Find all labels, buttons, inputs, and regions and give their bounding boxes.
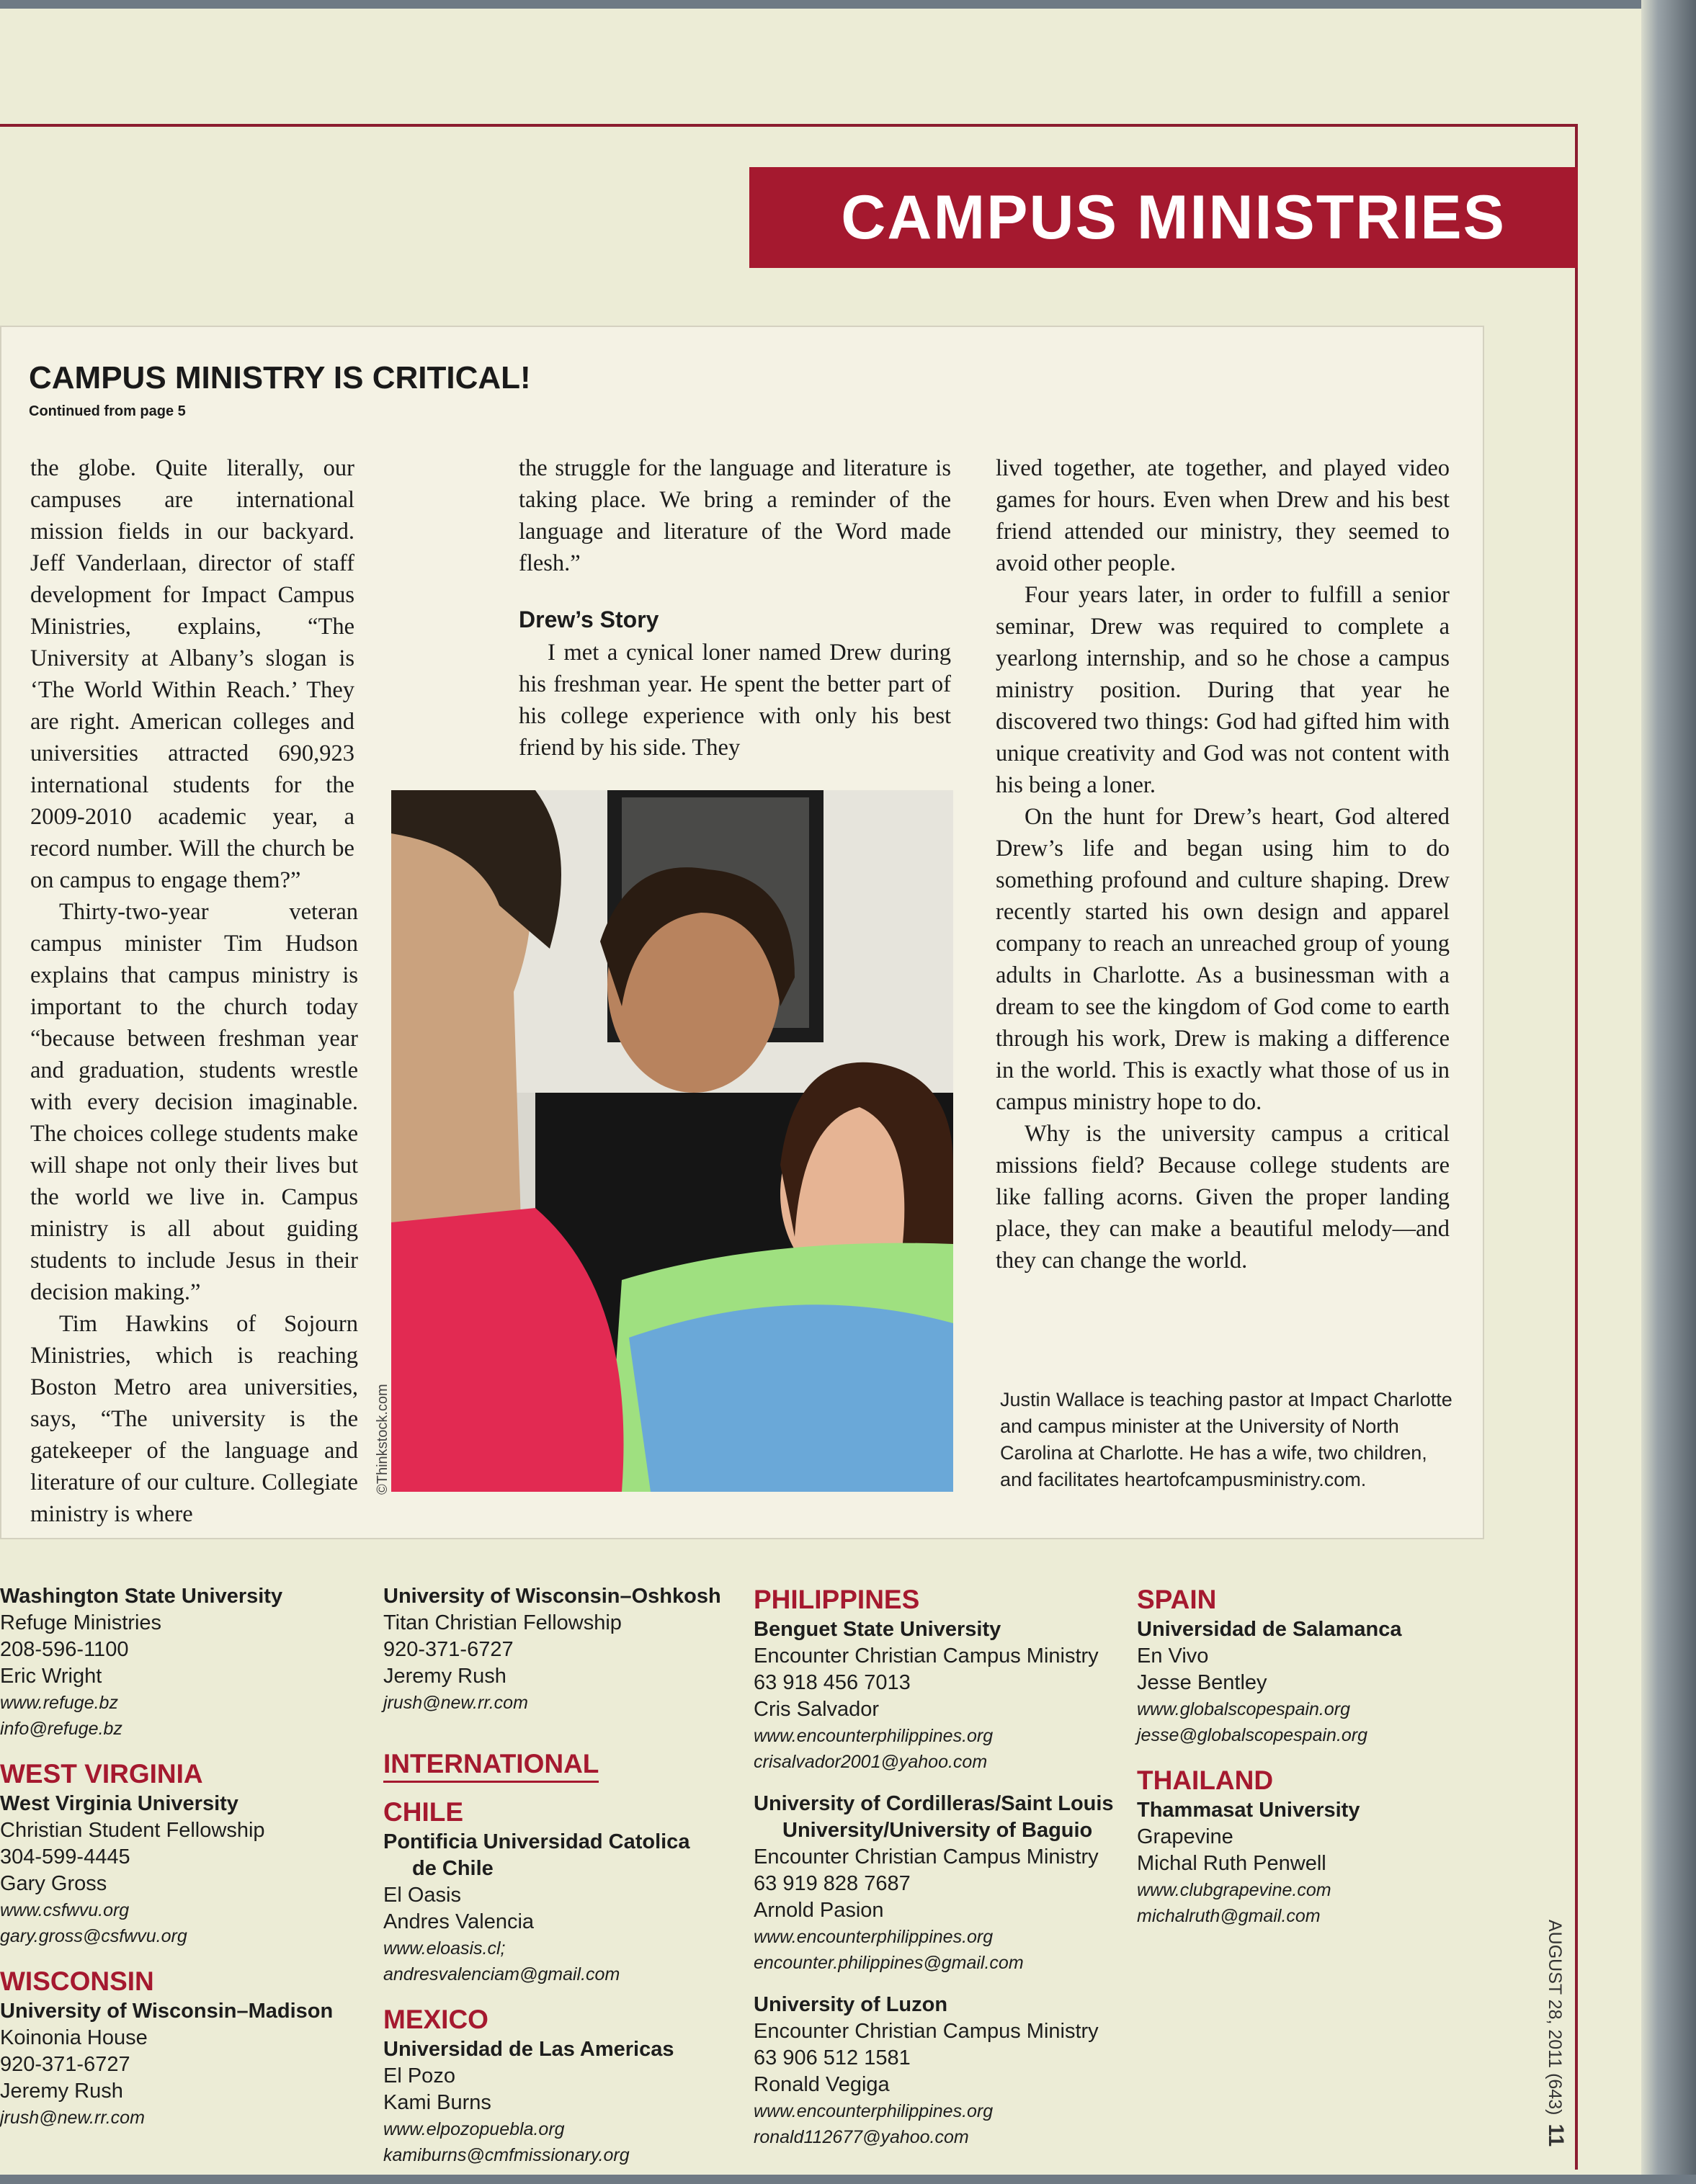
directory-column-1 <box>0 1583 346 2147</box>
author-bio: Justin Wallace is teaching pastor at Impact Charlotte and campus minister at the University of North Carolina at Charlotte. He has a wife, two children, and facilitates heartofcampusministry.com. <box>1000 1389 1452 1490</box>
directory-column-4 <box>1137 1583 1497 1945</box>
ministry-entry <box>754 1791 1128 1976</box>
contact-name: Jeremy Rush <box>0 2080 123 2103</box>
paragraph: Thirty-two-year veteran campus minister Tim Hudson explains that campus ministry is important to the church today “because between freshman year and graduation, students wrestle with every decision imaginable. The choices college students make will shape not only their lives but the world we live in. Campus ministry is all about guiding students to include Jesus in their decision making.” <box>30 899 358 1305</box>
contact-name: Cris Salvador <box>754 1698 880 1721</box>
email: info@refuge.bz <box>0 1719 122 1739</box>
contact-name: Eric Wright <box>0 1665 102 1688</box>
contact-name: Kami Burns <box>383 2091 491 2114</box>
ministry-entry <box>383 1583 744 1716</box>
paragraph: lived together, ate together, and played video games for hours. Even when Drew and his best friend attended our ministry, they seemed to avoid other people. <box>996 455 1450 576</box>
ministry-entry <box>1137 1797 1497 1929</box>
ministry-entry <box>1137 1616 1497 1748</box>
article-column-2 <box>519 452 951 764</box>
university-name: University of Luzon <box>754 1993 948 2016</box>
phone: 208-596-1100 <box>0 1638 129 1661</box>
issue-date: AUGUST 28, 2011 (643) <box>1545 1920 1565 2116</box>
university-name: Universidad de Salamanca <box>1137 1618 1402 1641</box>
continued-note: Continued from page 5 <box>29 403 186 419</box>
page-folio <box>1543 1920 1568 2147</box>
state-heading: WEST VIRGINIA <box>0 1759 203 1789</box>
contact-name: Jesse Bentley <box>1137 1671 1267 1694</box>
contact-name: Gary Gross <box>0 1872 107 1895</box>
ministry-name: El Oasis <box>383 1884 461 1907</box>
photo-credit: ©Thinkstock.com <box>375 1384 390 1495</box>
website: www.csfwvu.org <box>0 1900 130 1920</box>
article-column-1 <box>30 452 358 1527</box>
university-name: Washington State University <box>0 1585 283 1608</box>
paragraph: Tim Hawkins of Sojourn Ministries, which is reaching Boston Metro area universities, says, “The university is the gatekeeper of the language and literature of our culture. Collegiate ministry is where <box>30 1311 358 1527</box>
email: gary.gross@csfwvu.org <box>0 1926 187 1946</box>
email: kamiburns@cmfmissionary.org <box>383 2145 630 2165</box>
ministry-entry <box>0 1791 346 1949</box>
paragraph: the globe. Quite literally, our campuses are international mission fields in our backyard. Jeff Vanderlaan, director of staff development for Impact Campus Ministries, explains, “The University at Albany’s slogan is ‘The World Within Reach.’ They are right. American colleges and universities attracted 690,923 international students for the 2009-2010 academic year, a record number. Will the church be on campus to engage them?” <box>30 455 354 893</box>
email: jrush@new.rr.com <box>383 1693 528 1713</box>
frame-rule-right <box>1575 124 1578 2170</box>
ministry-entry <box>0 1998 346 2131</box>
university-name-line: de Chile <box>412 1857 494 1880</box>
website: www.globalscopespain.org <box>1137 1699 1351 1719</box>
paragraph: Why is the university campus a critical missions field? Because college students are like falling acorns. Given the proper landing place, they can make a beautiful melody—and they can change the world. <box>996 1121 1450 1274</box>
website: www.elpozopuebla.org <box>383 2119 565 2139</box>
phone: 63 918 456 7013 <box>754 1671 911 1694</box>
directory-column-2 <box>383 1583 744 2184</box>
ministry-entry <box>754 1992 1128 2150</box>
directory-column-3 <box>754 1583 1128 2166</box>
phone: 304-599-4445 <box>0 1845 130 1869</box>
ministry-name: Encounter Christian Campus Ministry <box>754 2020 1099 2043</box>
international-heading: INTERNATIONAL <box>383 1747 599 1783</box>
ministry-name: Koinonia House <box>0 2026 148 2049</box>
ministry-name: Titan Christian Fellowship <box>383 1611 622 1634</box>
contact-name: Ronald Vegiga <box>754 2073 890 2096</box>
email: jrush@new.rr.com <box>0 2108 145 2128</box>
university-name: University of Wisconsin–Madison <box>0 2000 334 2023</box>
ministry-name: Encounter Christian Campus Ministry <box>754 1644 1099 1668</box>
phone: 920-371-6727 <box>0 2053 130 2076</box>
students-photo <box>391 790 953 1492</box>
page-number: 11 <box>1544 2123 1568 2147</box>
contact-name: Jeremy Rush <box>383 1665 506 1688</box>
university-name <box>383 1829 744 1882</box>
phone: 63 919 828 7687 <box>754 1872 911 1895</box>
university-name: Thammasat University <box>1137 1799 1360 1822</box>
ministry-name: Grapevine <box>1137 1825 1233 1848</box>
ministry-name: En Vivo <box>1137 1644 1209 1668</box>
article-title: CAMPUS MINISTRY IS CRITICAL! <box>29 360 531 395</box>
email: encounter.philippines@gmail.com <box>754 1953 1024 1973</box>
email: crisalvador2001@yahoo.com <box>754 1752 988 1772</box>
ministry-name: Encounter Christian Campus Ministry <box>754 1845 1099 1869</box>
email: ronald112677@yahoo.com <box>754 2127 969 2147</box>
contact-name: Arnold Pasion <box>754 1899 884 1922</box>
country-heading: PHILIPPINES <box>754 1585 920 1614</box>
website: www.refuge.bz <box>0 1693 118 1713</box>
university-name-line: University of Cordilleras/Saint Louis <box>754 1792 1114 1815</box>
university-name: Benguet State University <box>754 1618 1001 1641</box>
ministry-entry <box>754 1616 1128 1775</box>
website: www.clubgrapevine.com <box>1137 1880 1331 1900</box>
article-column-3 <box>996 452 1450 1276</box>
email: jesse@globalscopespain.org <box>1137 1725 1368 1745</box>
university-name-line: Pontificia Universidad Catolica <box>383 1830 690 1853</box>
country-heading: CHILE <box>383 1797 463 1827</box>
frame-rule-top <box>0 124 1578 127</box>
paragraph: Four years later, in order to fulfill a senior seminar, Drew was required to complete a yearlong internship, and so he chose a campus ministry position. During that year he discovered two things: God had gifted him with unique creativity and God was not content with his being a loner. <box>996 582 1450 798</box>
ministry-name: El Pozo <box>383 2064 455 2087</box>
page-edge <box>1641 0 1696 2175</box>
paragraph: On the hunt for Drew’s heart, God altered Drew’s life and began using him to do something profound and culture shaping. Drew recently started his own design and apparel company to reach an unreached group of young adults in Charlotte. As a businessman with a dream to see the kingdom of God come to earth through his work, Drew is making a difference in the world. This is exactly what those of us in campus ministry hope to do. <box>996 804 1450 1115</box>
website: www.encounterphilippines.org <box>754 2101 994 2121</box>
ministry-name: Christian Student Fellowship <box>0 1819 265 1842</box>
contact-name: Andres Valencia <box>383 1910 535 1933</box>
photo-illustration <box>391 790 953 1492</box>
state-heading: WISCONSIN <box>0 1966 154 1996</box>
ministry-entry <box>383 1829 744 1987</box>
university-name <box>754 1791 1128 1844</box>
section-banner: CAMPUS MINISTRIES <box>749 167 1578 268</box>
paragraph: I met a cynical loner named Drew during his freshman year. He spent the better part of his college experience with only his best friend by his side. They <box>519 640 951 761</box>
university-name: University of Wisconsin–Oshkosh <box>383 1585 721 1608</box>
country-heading: THAILAND <box>1137 1765 1274 1795</box>
website: www.encounterphilippines.org <box>754 1927 994 1947</box>
subhead: Drew’s Story <box>519 607 659 632</box>
website: www.eloasis.cl; andresvalenciam@gmail.com <box>383 1938 620 1984</box>
phone: 63 906 512 1581 <box>754 2046 911 2069</box>
country-heading: SPAIN <box>1137 1585 1217 1614</box>
country-heading: MEXICO <box>383 2005 488 2034</box>
email: michalruth@gmail.com <box>1137 1906 1321 1926</box>
website: www.encounterphilippines.org <box>754 1726 994 1746</box>
contact-name: Michal Ruth Penwell <box>1137 1852 1326 1875</box>
ministry-name: Refuge Ministries <box>0 1611 162 1634</box>
paragraph: the struggle for the language and literature is taking place. We bring a reminder of the language and literature of the Word made flesh.” <box>519 455 951 576</box>
university-name: West Virginia University <box>0 1792 238 1815</box>
phone: 920-371-6727 <box>383 1638 514 1661</box>
university-name: Universidad de Las Americas <box>383 2038 674 2061</box>
ministry-entry <box>383 2036 744 2168</box>
ministry-entry <box>0 1583 346 1742</box>
university-name-line: University/University of Baguio <box>782 1819 1093 1842</box>
